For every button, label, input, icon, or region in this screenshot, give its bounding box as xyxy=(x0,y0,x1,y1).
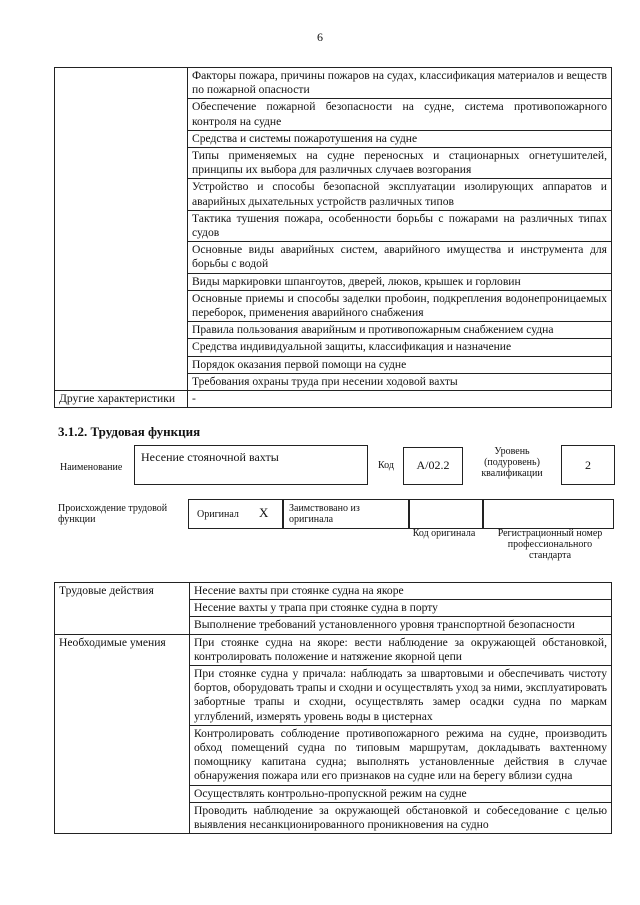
table-row: Правила пользования аварийным и противопожарным снабжением судна xyxy=(188,322,612,339)
borrowed-field xyxy=(282,499,410,529)
table-row: Контролировать соблюдение противопожарного режима на судне, производить обход помещений судна по типовым маршрутам, докладывать вахтенному помощнику капитана судна; выполнять установленные действия в случае обнаружения пожара или его признаков на судне или на берегу вблизи судна xyxy=(190,725,612,785)
table-row: Несение вахты при стоянке судна на якоре xyxy=(190,583,612,600)
table-row: Типы применяемых на судне переносных и стационарных огнетушителей, принципы их выбора для различных случаев возгорания xyxy=(188,148,612,179)
table-row: Основные виды аварийных систем, аварийного имущества и инструмента для борьбы с водой xyxy=(188,242,612,273)
borrowed-label: Заимствовано из оригинала xyxy=(289,503,360,525)
table-row: Факторы пожара, причины пожаров на судах, классификация материалов и веществ по пожарной опасности xyxy=(188,68,612,99)
name-value: Несение стояночной вахты xyxy=(141,450,279,464)
code-original-field xyxy=(408,499,484,529)
table-row: Обеспечение пожарной безопасности на судне, система противопожарного контроля на судне xyxy=(188,99,612,130)
code-field xyxy=(403,447,463,485)
table-row: Средства индивидуальной защиты, классификация и назначение xyxy=(188,339,612,356)
table-row: При стоянке судна на якоре: вести наблюдение за окружающей обстановкой, контролировать положение и натяжение якорной цепи xyxy=(190,634,612,665)
table-row: Порядок оказания первой помощи на судне xyxy=(188,356,612,373)
knowledge-table xyxy=(54,67,612,408)
code-original-label: Код оригинала xyxy=(412,528,476,539)
other-characteristics-label: Другие характеристики xyxy=(55,391,188,408)
table-row: Устройство и способы безопасной эксплуатации изолирующих аппаратов и аварийных дыхательных устройств различных типов xyxy=(188,179,612,210)
code-value: A/02.2 xyxy=(416,458,450,472)
function-table xyxy=(54,582,612,834)
level-field xyxy=(561,445,615,485)
table-row: Выполнение требований установленного уровня транспортной безопасности xyxy=(190,617,612,634)
actions-label: Трудовые действия xyxy=(55,583,190,635)
name-label: Наименование xyxy=(60,462,123,473)
origin-label: Происхождение трудовой функции xyxy=(58,503,168,525)
table-row: Осуществлять контрольно-пропускной режим на судне xyxy=(190,785,612,802)
name-field xyxy=(134,445,368,485)
table-row: Основные приемы и способы заделки пробоин, подкрепления водонепроницаемых переборок, применения аварийного снабжения xyxy=(188,290,612,321)
table-row: Несение вахты у трапа при стоянке судна в порту xyxy=(190,600,612,617)
original-mark: X xyxy=(259,505,269,520)
page-number: 6 xyxy=(317,30,323,44)
original-field xyxy=(188,499,284,529)
level-label: Уровень (подуровень) квалификации xyxy=(481,446,543,479)
empty-label-cell xyxy=(55,68,188,391)
table-row: Проводить наблюдение за окружающей обстановкой и собеседование с целью выявления несанкционированного проникновения на судно xyxy=(190,802,612,833)
table-row: Виды маркировки шпангоутов, дверей, люков, крышек и горловин xyxy=(188,273,612,290)
level-value: 2 xyxy=(585,458,591,472)
reg-number-label: Регистрационный номер профессионального стандарта xyxy=(497,528,603,561)
table-row: Тактика тушения пожара, особенности борьбы с пожарами на различных типах судов xyxy=(188,210,612,241)
other-characteristics-value: - xyxy=(188,391,612,408)
section-heading: 3.1.2. Трудовая функция xyxy=(58,424,201,439)
table-row: Средства и системы пожаротушения на судне xyxy=(188,130,612,147)
reg-number-field xyxy=(482,499,614,529)
skills-label: Необходимые умения xyxy=(55,634,190,834)
code-label: Код xyxy=(378,460,394,471)
table-row: При стоянке судна у причала: наблюдать за швартовыми и обеспечивать чистоту бортов, оборудовать трапы и сходни и осуществлять уход за ними, эксплуатировать забортные трапы и сходни, осуществлять замер осадки судна по маркам углублений, измерять уровень воды в цистернах xyxy=(190,666,612,726)
original-label: Оригинал xyxy=(197,509,239,520)
table-row: Требования охраны труда при несении ходовой вахты xyxy=(188,373,612,390)
